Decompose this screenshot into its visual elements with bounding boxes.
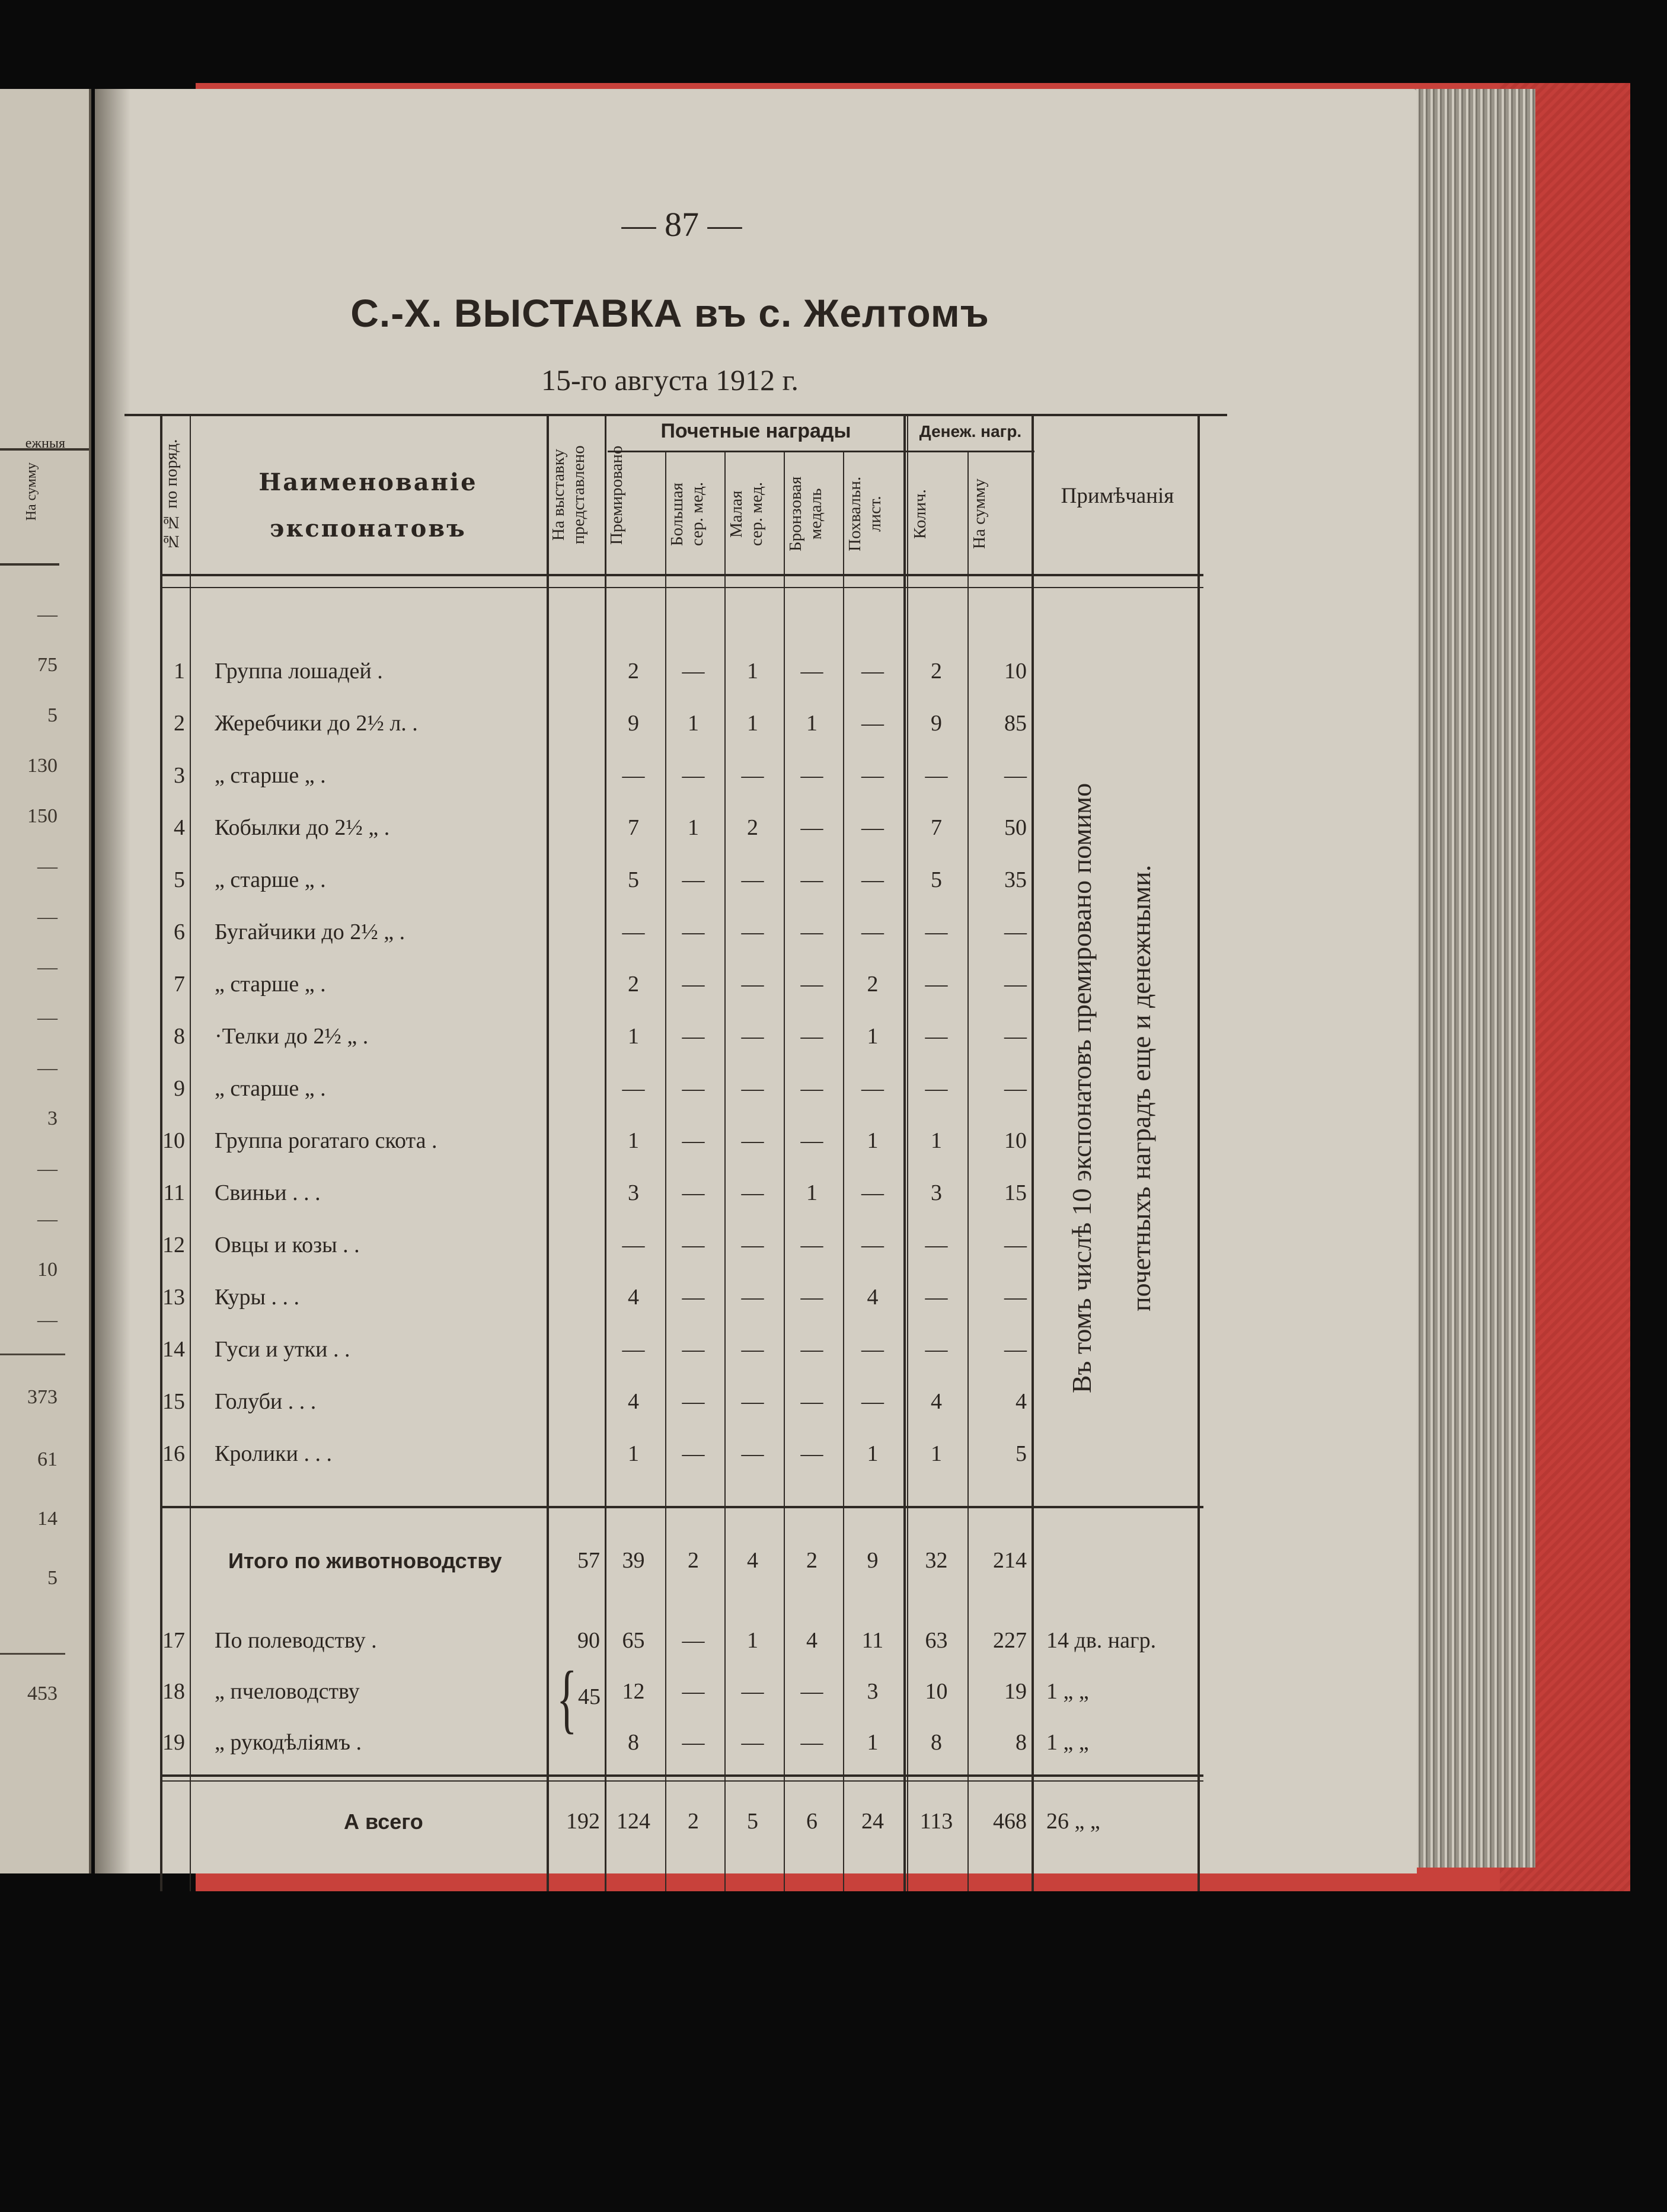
row-big-silver: — <box>682 1024 705 1049</box>
brace: { <box>557 1656 577 1741</box>
subtotal-bottom-rule <box>160 1774 1203 1777</box>
row-sum: — <box>1004 1285 1027 1310</box>
left-page-header-2: На сумму <box>24 462 39 521</box>
column-rule <box>190 414 191 1891</box>
left-page-column <box>0 449 62 1854</box>
row-count: 1 <box>931 1128 942 1153</box>
row-premiated: 2 <box>628 659 639 684</box>
row-bronze: — <box>800 815 823 840</box>
row-count: — <box>925 972 948 997</box>
column-rule <box>1197 414 1200 1891</box>
row-sum: 15 <box>1004 1180 1027 1205</box>
row-count: 4 <box>931 1389 942 1414</box>
row-big-silver: — <box>682 1730 705 1755</box>
left-page-value: — <box>37 856 58 877</box>
row-premiated: 12 <box>622 1679 645 1704</box>
row-name: „ пчеловодству <box>215 1679 360 1704</box>
left-page-value: — <box>37 1057 58 1079</box>
row-note: 1 „ „ <box>1046 1730 1089 1755</box>
subtotal-count: 32 <box>925 1548 948 1573</box>
row-big-silver: — <box>682 1076 705 1101</box>
row-count: 3 <box>931 1180 942 1205</box>
row-sum: — <box>1004 1233 1027 1257</box>
row-count: — <box>925 1076 948 1101</box>
row-number: 2 <box>174 711 185 736</box>
header-bottom-rule-2 <box>160 587 1203 588</box>
money-group-rule <box>907 451 1034 452</box>
left-page-header-1: ежныя <box>25 436 65 451</box>
row-premiated: 3 <box>628 1180 639 1205</box>
row-sum: 4 <box>1015 1389 1027 1414</box>
row-praise: — <box>861 711 884 736</box>
row-small-silver: — <box>741 1285 764 1310</box>
column-rule <box>907 414 908 1891</box>
row-praise: 1 <box>867 1441 879 1466</box>
row-number: 9 <box>174 1076 185 1101</box>
row-sum: 8 <box>1015 1730 1027 1755</box>
subtotal-label: Итого по животноводству <box>228 1549 502 1573</box>
row-name: „ старше „ . <box>215 867 326 892</box>
row-number: 13 <box>162 1285 185 1310</box>
subtotal-big-silver: 2 <box>688 1548 699 1573</box>
row-number: 14 <box>162 1337 185 1362</box>
row-small-silver: — <box>741 1730 764 1755</box>
subtotal-sum: 214 <box>993 1548 1027 1573</box>
row-praise: — <box>861 1180 884 1205</box>
row-count: 8 <box>931 1730 942 1755</box>
row-premiated: 1 <box>628 1024 639 1049</box>
row-sum: 10 <box>1004 1128 1027 1153</box>
row-big-silver: — <box>682 920 705 944</box>
left-page-value: — <box>37 906 58 928</box>
row-sum: — <box>1004 1076 1027 1101</box>
row-praise: — <box>861 659 884 684</box>
left-page-value: 130 <box>27 755 58 777</box>
row-premiated: — <box>622 1337 645 1362</box>
left-page-value: 3 <box>47 1107 58 1129</box>
row-count: — <box>925 1024 948 1049</box>
row-number: 18 <box>162 1679 185 1704</box>
vertical-note: Въ томъ числѣ 10 экспонатовъ премировано помимо почетныхъ наградъ еще и денежными. <box>1066 783 1156 1393</box>
left-page-value: 5 <box>47 704 58 726</box>
row-praise: — <box>861 1389 884 1414</box>
header-honor-group: Почетные награды <box>660 420 851 442</box>
row-sum: 85 <box>1004 711 1027 736</box>
row-praise: — <box>861 815 884 840</box>
column-rule <box>547 414 549 1891</box>
left-page-value: 14 <box>37 1508 58 1530</box>
row-number: 1 <box>174 659 185 684</box>
left-page-rule <box>0 1653 65 1655</box>
left-page-value: 453 <box>27 1683 58 1705</box>
livestock-bottom-rule <box>160 1506 1203 1508</box>
left-page-value: — <box>37 1007 58 1029</box>
row-praise: — <box>861 1076 884 1101</box>
row-bronze: — <box>800 1285 823 1310</box>
row-number: 15 <box>162 1389 185 1414</box>
row-number: 6 <box>174 920 185 944</box>
left-page-value: — <box>37 1208 58 1230</box>
row-praise: — <box>861 1337 884 1362</box>
header-big-silver: Большая сер. мед. <box>668 482 707 546</box>
row-premiated: — <box>622 1233 645 1257</box>
row-bronze: — <box>800 972 823 997</box>
column-rule <box>903 414 906 1891</box>
total-praise: 24 <box>861 1809 884 1834</box>
row-premiated: 4 <box>628 1389 639 1414</box>
row-number: 19 <box>162 1730 185 1755</box>
row-bronze: — <box>800 1679 823 1704</box>
row-small-silver: 1 <box>747 659 758 684</box>
row-bronze: — <box>800 920 823 944</box>
left-page-value: 373 <box>27 1386 58 1408</box>
row-premiated: 9 <box>628 711 639 736</box>
row-count: 2 <box>931 659 942 684</box>
row-count: 63 <box>925 1628 948 1653</box>
row-number: 7 <box>174 972 185 997</box>
row-small-silver: — <box>741 763 764 788</box>
header-premiated: Премировано <box>607 445 626 545</box>
total-small-silver: 5 <box>747 1809 758 1834</box>
row-premiated: 2 <box>628 972 639 997</box>
page-subtitle: 15-го августа 1912 г. <box>541 363 799 397</box>
row-big-silver: — <box>682 1389 705 1414</box>
subtotal-small-silver: 4 <box>747 1548 758 1573</box>
header-bronze: Бронзовая медаль <box>786 476 825 552</box>
total-big-silver: 2 <box>688 1809 699 1834</box>
left-page-value: — <box>37 956 58 978</box>
total-sum: 468 <box>993 1809 1027 1834</box>
row-number: 4 <box>174 815 185 840</box>
subtotal-bronze: 2 <box>806 1548 817 1573</box>
header-sum: На сумму <box>970 478 989 550</box>
row-name: Куры . . . <box>215 1285 300 1310</box>
row-small-silver: — <box>741 1441 764 1466</box>
row-praise: 1 <box>867 1730 879 1755</box>
row-name: „ рукодѣліямъ . <box>215 1730 362 1755</box>
row-bronze: 1 <box>806 711 817 736</box>
row-name: Группа лошадей . <box>215 659 383 684</box>
row-count: — <box>925 1337 948 1362</box>
row-premiated: 7 <box>628 815 639 840</box>
row-note: 1 „ „ <box>1046 1679 1089 1704</box>
header-praise: Похвальн. лист. <box>845 476 884 552</box>
total-label: А всего <box>344 1809 423 1834</box>
row-name: Овцы и козы . . <box>215 1233 360 1257</box>
row-number: 5 <box>174 867 185 892</box>
header-money-group: Денеж. нагр. <box>919 422 1022 441</box>
row-bronze: — <box>800 1128 823 1153</box>
row-sum: — <box>1004 972 1027 997</box>
header-small-silver: Малая сер. мед. <box>727 482 766 546</box>
total-count: 113 <box>919 1809 953 1834</box>
row-sum: 35 <box>1004 867 1027 892</box>
row-name: „ старше „ . <box>215 763 326 788</box>
row-count: — <box>925 920 948 944</box>
row-praise: 1 <box>867 1024 879 1049</box>
row-big-silver: — <box>682 1285 705 1310</box>
row-premiated: 8 <box>628 1730 639 1755</box>
total-bronze: 6 <box>806 1809 817 1834</box>
row-sum: 5 <box>1015 1441 1027 1466</box>
row-name: ·Телки до 2½ „ . <box>215 1024 369 1049</box>
row-praise: 11 <box>861 1628 884 1653</box>
row-name: По полеводству . <box>215 1628 377 1653</box>
row-sum: — <box>1004 1337 1027 1362</box>
row-name: Группа рогатаго скота . <box>215 1128 437 1153</box>
header-name: Наименованіе экспонатовъ <box>258 468 478 542</box>
row-small-silver: — <box>741 972 764 997</box>
row-note: 14 дв. нагр. <box>1046 1628 1157 1653</box>
row-premiated: — <box>622 1076 645 1101</box>
row-presented: 90 <box>577 1628 600 1653</box>
row-premiated: 1 <box>628 1441 639 1466</box>
row-big-silver: — <box>682 763 705 788</box>
row-big-silver: — <box>682 1180 705 1205</box>
row-count: 10 <box>925 1679 948 1704</box>
row-number: 8 <box>174 1024 185 1049</box>
row-bronze: 4 <box>806 1628 817 1653</box>
row-big-silver: 1 <box>688 815 699 840</box>
row-name: „ старше „ . <box>215 972 326 997</box>
column-rule <box>665 451 666 1891</box>
header-count: Колич. <box>911 489 930 539</box>
row-name: Жеребчики до 2½ л. . <box>215 711 418 736</box>
row-praise: 3 <box>867 1679 879 1704</box>
row-name: Кобылки до 2½ „ . <box>215 815 390 840</box>
header-num: №№ по поряд. <box>162 439 181 551</box>
left-page-value: 10 <box>37 1259 58 1281</box>
row-bronze: — <box>800 1337 823 1362</box>
row-name: Гуси и утки . . <box>215 1337 350 1362</box>
row-count: — <box>925 1233 948 1257</box>
row-bronze: — <box>800 1233 823 1257</box>
table-top-rule <box>124 414 1227 416</box>
row-small-silver: — <box>741 920 764 944</box>
row-number: 3 <box>174 763 185 788</box>
page-edges <box>1399 89 1535 1868</box>
row-name: Голуби . . . <box>215 1389 317 1414</box>
row-big-silver: — <box>682 1337 705 1362</box>
total-premiated: 124 <box>617 1809 650 1834</box>
row-bronze: — <box>800 659 823 684</box>
row-small-silver: — <box>741 1233 764 1257</box>
row-big-silver: — <box>682 1441 705 1466</box>
row-number: 11 <box>163 1180 185 1205</box>
left-page-value: 75 <box>37 654 58 676</box>
left-page-value: 150 <box>27 805 58 827</box>
column-rule <box>1032 414 1034 1891</box>
row-count: 7 <box>931 815 942 840</box>
column-rule <box>843 451 844 1891</box>
row-name: Свиньи . . . <box>215 1180 321 1205</box>
row-name: Бугайчики до 2½ „ . <box>215 920 405 944</box>
page-gutter <box>95 89 130 1873</box>
row-praise: — <box>861 763 884 788</box>
row-premiated: 4 <box>628 1285 639 1310</box>
row-praise: 4 <box>867 1285 879 1310</box>
header-notes: Примѣчанія <box>1061 484 1174 508</box>
row-number: 12 <box>162 1233 185 1257</box>
subtotal-premiated: 39 <box>622 1548 645 1573</box>
header-bottom-rule <box>160 574 1203 576</box>
row-count: 1 <box>931 1441 942 1466</box>
row-premiated: — <box>622 763 645 788</box>
row-bronze: — <box>800 1730 823 1755</box>
row-praise: — <box>861 867 884 892</box>
row-premiated: — <box>622 920 645 944</box>
row-count: 9 <box>931 711 942 736</box>
row-sum: 10 <box>1004 659 1027 684</box>
column-rule <box>967 451 969 1891</box>
row-count: — <box>925 1285 948 1310</box>
left-page-value: 61 <box>37 1448 58 1470</box>
row-premiated: 65 <box>622 1628 645 1653</box>
row-praise: 2 <box>867 972 879 997</box>
page-title: С.-Х. ВЫСТАВКА въ с. Желтомъ <box>350 291 989 335</box>
left-page-rule <box>0 1354 65 1355</box>
row-big-silver: — <box>682 867 705 892</box>
row-small-silver: — <box>741 1180 764 1205</box>
row-small-silver: — <box>741 1337 764 1362</box>
row-name: Кролики . . . <box>215 1441 332 1466</box>
row-bronze: — <box>800 1389 823 1414</box>
column-rule <box>784 451 785 1891</box>
row-number: 17 <box>162 1628 185 1653</box>
row-bronze: — <box>800 1024 823 1049</box>
row-big-silver: 1 <box>688 711 699 736</box>
page-number: — 87 — <box>621 205 742 244</box>
row-small-silver: — <box>741 1389 764 1414</box>
row-big-silver: — <box>682 1628 705 1653</box>
row-count: — <box>925 763 948 788</box>
row-bronze: — <box>800 763 823 788</box>
row-big-silver: — <box>682 1679 705 1704</box>
row-premiated: 5 <box>628 867 639 892</box>
row-number: 10 <box>162 1128 185 1153</box>
row-sum: 50 <box>1004 815 1027 840</box>
row-small-silver: — <box>741 1128 764 1153</box>
row-big-silver: — <box>682 1128 705 1153</box>
left-page-value: — <box>37 1309 58 1331</box>
row-sum: — <box>1004 920 1027 944</box>
row-count: 5 <box>931 867 942 892</box>
total-note: 26 „ „ <box>1046 1809 1100 1834</box>
row-name: „ старше „ . <box>215 1076 326 1101</box>
subtotal-praise: 9 <box>867 1548 879 1573</box>
row-small-silver: — <box>741 867 764 892</box>
row-praise: — <box>861 920 884 944</box>
row-bronze: — <box>800 1441 823 1466</box>
row-small-silver: — <box>741 1679 764 1704</box>
row-small-silver: — <box>741 1024 764 1049</box>
row-praise: 1 <box>867 1128 879 1153</box>
brace-value: 45 <box>578 1684 601 1709</box>
row-sum: 19 <box>1004 1679 1027 1704</box>
header-presented: На выставку представлено <box>549 445 588 545</box>
total-presented: 192 <box>566 1809 600 1834</box>
subtotal-presented: 57 <box>577 1548 600 1573</box>
row-bronze: — <box>800 1076 823 1101</box>
row-bronze: — <box>800 867 823 892</box>
column-rule <box>724 451 726 1891</box>
left-page-value: — <box>37 1158 58 1180</box>
row-sum: 227 <box>993 1628 1027 1653</box>
subtotal-bottom-rule-2 <box>160 1780 1203 1782</box>
row-small-silver: — <box>741 1076 764 1101</box>
row-big-silver: — <box>682 659 705 684</box>
row-premiated: 1 <box>628 1128 639 1153</box>
left-page-value: — <box>37 604 58 625</box>
left-page-value: 5 <box>47 1567 58 1589</box>
row-sum: — <box>1004 763 1027 788</box>
row-small-silver: 1 <box>747 1628 758 1653</box>
row-big-silver: — <box>682 972 705 997</box>
row-small-silver: 2 <box>747 815 758 840</box>
row-big-silver: — <box>682 1233 705 1257</box>
row-sum: — <box>1004 1024 1027 1049</box>
row-number: 16 <box>162 1441 185 1466</box>
row-praise: — <box>861 1233 884 1257</box>
row-bronze: 1 <box>806 1180 817 1205</box>
row-small-silver: 1 <box>747 711 758 736</box>
